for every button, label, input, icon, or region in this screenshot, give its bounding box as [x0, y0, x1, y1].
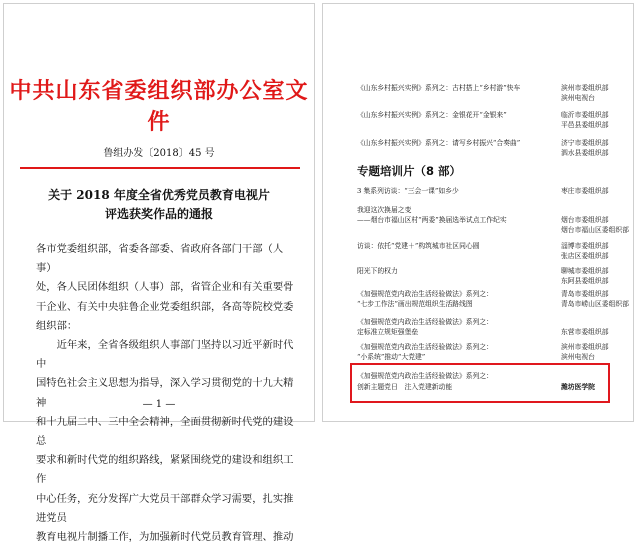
unit-name: 泗水县委组织部: [561, 149, 609, 157]
list-item: [357, 352, 617, 362]
notice-title-line-2: 评选获奖作品的通报: [104, 207, 213, 221]
unit-name: 滨州市委组织部: [561, 343, 609, 351]
unit-name: 青岛市崂山区委组织部: [561, 300, 629, 308]
left-document-page: [3, 3, 315, 544]
highlighted-list-item: [357, 371, 617, 381]
document-number: 鲁组办发〔2018〕45 号: [103, 148, 215, 159]
notice-body: [36, 240, 294, 547]
unit-name: 淄博市委组织部: [561, 242, 609, 250]
unit-name: 聊城市委组织部: [561, 267, 609, 275]
list-item: [357, 317, 617, 327]
unit-name: 临沂市委组织部: [561, 111, 609, 119]
work-units: [561, 215, 629, 235]
work-title: 定标准立规矩强堡垒: [357, 328, 419, 336]
body-line: 要求和新时代党的组织路线，紧紧围绕党的建设和组织工作: [36, 454, 294, 486]
list-item: [357, 299, 629, 309]
unit-name: 潍坊医学院: [561, 383, 595, 391]
list-item: [357, 241, 617, 261]
work-title: “七步工作法”画出规范组织生活路线图: [357, 300, 473, 308]
notice-title-line-1: 关于 2018 年度全省优秀党员教育电视片: [48, 188, 270, 202]
list-item: [357, 289, 617, 299]
list-item: [357, 266, 617, 286]
unit-name: 烟台市福山区委组织部: [561, 226, 629, 234]
unit-name: [561, 371, 617, 381]
body-line: 教育电视片制播工作，为加强新时代党员教育管理、推动: [36, 531, 294, 544]
notice-title: [4, 186, 314, 224]
body-line: 各市党委组织部，省委各部委、省政府各部门干部（人事）: [36, 243, 284, 275]
list-item: [357, 215, 629, 235]
unit-name: 平邑县委组织部: [561, 121, 609, 129]
list-item: [357, 205, 617, 215]
work-title: 《加强规范党内政治生活经验做法》系列之：: [357, 290, 493, 298]
work-title: 《加强规范党内政治生活经验做法》系列之：: [357, 372, 493, 380]
unit-name: 滨州市委组织部: [561, 84, 609, 92]
unit-name: 张店区委组织部: [561, 252, 609, 260]
list-item: [357, 138, 617, 158]
section-title: 专题培训片（8 部）: [357, 164, 462, 178]
unit-name: 东营市委组织部: [561, 328, 609, 336]
work-title: 访谈：依托“党建＋”构筑城市社区同心圆: [357, 242, 480, 250]
list-item: [357, 327, 617, 337]
work-title: 3 集系列访谈：“三会一课”如乡少: [357, 187, 459, 195]
work-units: [561, 266, 617, 286]
body-line: 处，各人民团体组织（人事）部，省管企业和有关重要骨: [36, 281, 294, 294]
list-item: [357, 83, 617, 103]
work-units: [561, 241, 617, 261]
work-title: 《山东乡村振兴实例》系列之：金银花开“金银来”: [357, 111, 507, 119]
list-item: [357, 342, 617, 352]
unit-name: 滨州电视台: [561, 353, 595, 361]
highlighted-list-item: [357, 382, 617, 392]
work-units: [561, 83, 617, 103]
unit-name: 烟台市委组织部: [561, 216, 609, 224]
work-units: [561, 110, 617, 130]
right-document-page: [322, 3, 634, 422]
list-item: [357, 110, 617, 130]
work-title: 我迎这次换届之变: [357, 206, 412, 214]
work-title: “小系统”推动“大党建”: [357, 353, 426, 361]
body-line: 近年来，全省各级组织人事部门坚持以习近平新时代中: [36, 339, 294, 371]
body-line: 和十九届二中、三中全会精神，全面贯彻新时代党的建设总: [36, 415, 294, 448]
work-title: 《加强规范党内政治生活经验做法》系列之：: [357, 318, 493, 326]
work-title: 《加强规范党内政治生活经验做法》系列之：: [357, 343, 493, 351]
unit-name: 滨州电视台: [561, 94, 595, 102]
work-title: 阳光下的权力: [357, 267, 398, 275]
work-title: 创新主题党日 注入党建新动能: [357, 383, 453, 391]
body-line: 中心任务，充分发挥广大党员干部群众学习需要，扎实推进党员: [36, 492, 294, 524]
work-title: ——烟台市福山区村“两委”换届选举试点工作纪实: [357, 216, 507, 224]
work-units: [561, 138, 617, 158]
body-line: 干企业、有关中央驻鲁企业党委组织部，各高等院校党委组织部：: [36, 300, 294, 332]
list-item: [357, 186, 617, 196]
page-number: — 1 —: [142, 399, 176, 410]
body-line: 国特色社会主义思想为指导，深入学习贯彻党的十九大精神: [36, 377, 294, 409]
unit-name: [561, 205, 617, 215]
work-title: 《山东乡村振兴实例》系列之：请写乡村振兴“合奏曲”: [357, 139, 521, 147]
unit-name: 东阿县委组织部: [561, 277, 609, 285]
red-divider-line: [20, 167, 300, 169]
unit-name: 济宁市委组织部: [561, 139, 609, 147]
unit-name: 枣庄市委组织部: [561, 187, 609, 195]
unit-name: 青岛市委组织部: [561, 290, 609, 298]
red-letterhead: 中共山东省委组织部办公室文件: [9, 78, 309, 135]
work-title: 《山东乡村振兴实例》系列之：古村搭上“乡村游”快车: [357, 84, 521, 92]
unit-name: [561, 317, 617, 327]
